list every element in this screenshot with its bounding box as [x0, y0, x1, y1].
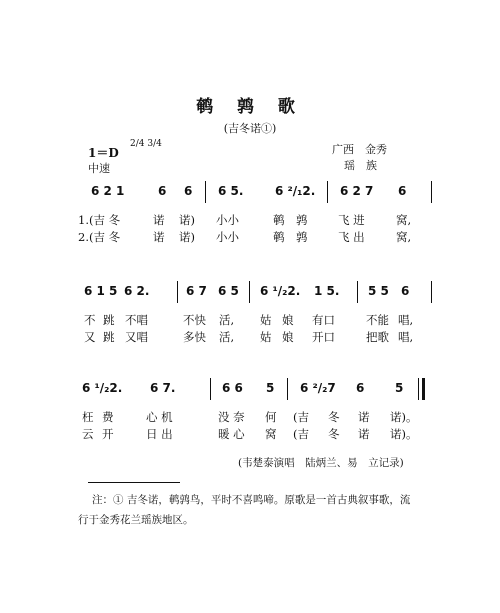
lyric: 飞 进	[338, 213, 365, 227]
lyric: 冬	[328, 410, 340, 424]
lyric: 跳	[103, 330, 115, 344]
note-group: 6 2.	[124, 284, 150, 298]
note-group: 6	[184, 184, 193, 198]
footnote-line-1: 注：① 吉冬诺，鹌鹑鸟，平时不喜鸣啼。原歌是一首古典叙事歌，流	[92, 494, 411, 506]
barline	[431, 281, 432, 303]
lyric: 日 出	[146, 427, 173, 441]
lyric: 何	[265, 410, 277, 424]
lyric: 娘	[282, 330, 294, 344]
footnote-line-2: 行于金秀花兰瑶族地区。	[78, 514, 194, 526]
lyric: 姑	[260, 313, 272, 327]
lyric: 诺	[153, 213, 165, 227]
lyric: 暖 心	[218, 427, 245, 441]
lyric: 鹑	[296, 230, 308, 244]
final-barline-thick	[422, 378, 425, 400]
lyric: 不快	[183, 313, 206, 327]
lyric: (吉	[293, 410, 309, 424]
lyric: 跳	[103, 313, 115, 327]
note-group: 5 5	[368, 284, 389, 298]
lyric: 鹌	[273, 230, 285, 244]
lyric: 1.(吉 冬	[78, 213, 121, 227]
note-group: 6 7	[186, 284, 207, 298]
note-group: 6 2 1	[91, 184, 125, 198]
lyric: 不	[84, 313, 96, 327]
lyric: 唱,	[398, 330, 414, 344]
lyric: 又	[84, 330, 96, 344]
lyric: 诺	[358, 410, 370, 424]
lyric: 飞 出	[338, 230, 365, 244]
lyric: 不唱	[125, 313, 148, 327]
barline	[357, 281, 358, 303]
lyric: 鹌	[273, 213, 285, 227]
note-group: 6 7.	[150, 381, 176, 395]
lyric: 诺	[358, 427, 370, 441]
footnote-divider	[88, 482, 180, 483]
lyric: 小小	[216, 213, 239, 227]
lyric: 不能	[366, 313, 389, 327]
lyric: 窝,	[396, 230, 412, 244]
lyric: 活,	[219, 313, 235, 327]
final-barline-thin	[418, 378, 419, 400]
lyric: 窝,	[396, 213, 412, 227]
lyric: (吉	[293, 427, 309, 441]
note-group: 6 6	[222, 381, 243, 395]
barline	[431, 181, 432, 203]
note-group: 5	[395, 381, 404, 395]
lyric: 心 机	[146, 410, 173, 424]
lyric: 娘	[282, 313, 294, 327]
note-group: 6 2 7	[340, 184, 374, 198]
note-group: 6 ¹/₂2.	[260, 284, 301, 298]
lyric: 窝	[265, 427, 277, 441]
note-group: 6	[401, 284, 410, 298]
attribution-ethnicity: 瑶 族	[344, 159, 377, 172]
song-title: 鹌 鹑 歌	[196, 97, 304, 117]
performer-credit: (韦楚泰演唱 陆炳兰、易 立记录)	[238, 457, 404, 469]
lyric: 唱,	[398, 313, 414, 327]
lyric: 没 奈	[218, 410, 245, 424]
lyric: 诺)	[179, 230, 195, 244]
lyric: 诺	[153, 230, 165, 244]
note-group: 6 ²/₁2.	[275, 184, 316, 198]
attribution-region: 广西 金秀	[332, 143, 387, 156]
lyric: 有口	[312, 313, 335, 327]
lyric: 开口	[312, 330, 335, 344]
lyric: 鹑	[296, 213, 308, 227]
lyric: 小小	[216, 230, 239, 244]
lyric: 诺)。	[390, 427, 418, 441]
note-group: 6 ²/₂7	[300, 381, 336, 395]
barline	[177, 281, 178, 303]
lyric: 费	[102, 410, 114, 424]
barline	[287, 378, 288, 400]
barline	[249, 281, 250, 303]
note-group: 6 ¹/₂2.	[82, 381, 123, 395]
note-group: 5	[266, 381, 275, 395]
note-group: 6	[398, 184, 407, 198]
note-group: 6	[356, 381, 365, 395]
note-group: 6 1 5	[84, 284, 118, 298]
barline	[210, 378, 211, 400]
note-group: 1 5.	[314, 284, 340, 298]
key-signature: 1＝D	[88, 146, 119, 160]
lyric: 冬	[328, 427, 340, 441]
note-group: 6 5	[218, 284, 239, 298]
lyric: 开	[102, 427, 114, 441]
lyric: 2.(吉 冬	[78, 230, 121, 244]
lyric: 枉	[82, 410, 94, 424]
barline	[205, 181, 206, 203]
tempo-marking: 中速	[88, 162, 110, 175]
lyric: 活,	[219, 330, 235, 344]
lyric: 姑	[260, 330, 272, 344]
lyric: 诺)	[179, 213, 195, 227]
lyric: 又唱	[125, 330, 148, 344]
lyric: 把歌	[366, 330, 389, 344]
lyric: 诺)。	[390, 410, 418, 424]
lyric: 多快	[183, 330, 206, 344]
time-signature: 2/4 3/4	[130, 139, 162, 149]
note-group: 6	[158, 184, 167, 198]
song-subtitle: (吉冬诺①)	[223, 122, 277, 135]
note-group: 6 5.	[218, 184, 244, 198]
lyric: 云	[82, 427, 94, 441]
barline	[327, 181, 328, 203]
